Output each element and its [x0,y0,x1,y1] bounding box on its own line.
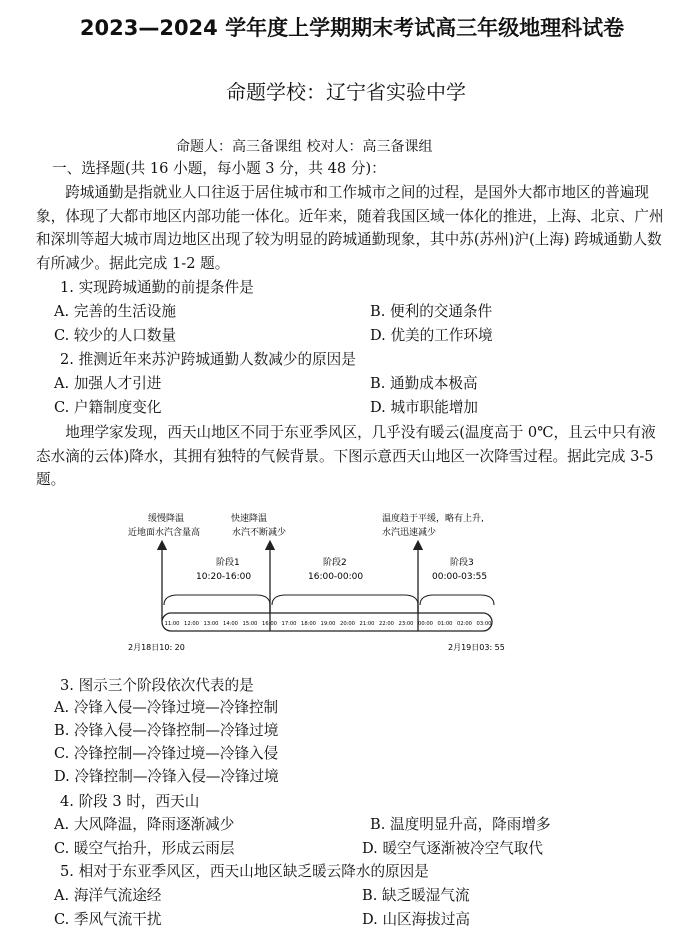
question-2-option-a[interactable]: A. 加强人才引进 [54,375,162,392]
timeline-end-label: 2月19日03: 55 [448,643,505,652]
stage2-time: 16:00-00:00 [308,572,364,582]
question-3-option-d[interactable]: D. 冷锋控制—冷锋入侵—冷锋过境 [54,768,279,785]
stage3-note-line1: 温度趋于平缓，略有上升, [382,514,484,524]
school-line: 命题学校：辽宁省实验中学 [226,80,466,104]
section-heading: 一、选择题(共 16 小题，每小题 3 分，共 48 分)： [52,160,386,177]
question-1-stem: 1. 实现跨城通勤的前提条件是 [60,279,254,296]
timeline-tick-label: 22:00 [379,621,394,627]
timeline-tick-label: 13:00 [203,621,219,627]
question-5-stem: 5. 相对于东亚季风区，西天山地区缺乏暖云降水的原因是 [60,863,429,880]
passage-tianshan: 地理学家发现，西天山地区不同于东亚季风区，几乎没有暖云(温度高于 0℃，且云中只有液态水滴的云体)降水，其拥有独特的气候背景。下图示意西天山地区一次降雪过程。据此完成 3-5 题。 [36,424,656,488]
question-2-option-d[interactable]: D. 城市职能增加 [370,399,479,416]
question-1-option-b[interactable]: B. 便利的交通条件 [370,303,493,320]
question-5-option-c[interactable]: C. 季风气流干扰 [54,911,162,928]
question-1-option-d[interactable]: D. 优美的工作环境 [370,327,493,344]
question-4-stem: 4. 阶段 3 时，西天山 [60,793,200,810]
question-3-option-c[interactable]: C. 冷锋控制—冷锋过境—冷锋入侵 [54,745,279,762]
stage1-note-line1: 缓慢降温 [148,514,185,524]
question-2-stem: 2. 推测近年来苏沪跨城通勤人数减少的原因是 [60,351,356,368]
question-3-option-b[interactable]: B. 冷锋入侵—冷锋控制—冷锋过境 [54,722,279,739]
question-5-option-d[interactable]: D. 山区海拔过高 [362,911,471,928]
question-1-option-a[interactable]: A. 完善的生活设施 [54,303,176,320]
question-4-option-d[interactable]: D. 暖空气逐渐被冷空气取代 [362,840,543,857]
timeline-ticks [165,621,492,627]
question-4-option-c[interactable]: C. 暖空气抬升，形成云雨层 [54,840,235,857]
timeline-tick-label: 03:00 [476,621,492,627]
snowfall-stage-diagram [128,505,518,655]
timeline-tick-label: 15:00 [242,621,258,627]
question-5-option-a[interactable]: A. 海洋气流途经 [54,887,162,904]
timeline-tick-label: 18:00 [301,621,316,627]
stage2-name: 阶段2 [323,558,347,568]
stage3-time: 00:00-03:55 [432,572,488,582]
question-4-option-a[interactable]: A. 大风降温，降雨逐渐减少 [54,816,235,833]
timeline-tick-label: 11:00 [164,621,180,627]
stage1-note-line2: 近地面水汽含量高 [128,528,201,538]
exam-title: 2023—2024 学年度上学期期末考试高三年级地理科试卷 [79,16,625,40]
stage3-bracket [420,595,494,605]
timeline-tick-label: 12:00 [184,621,199,627]
timeline-tick-label: 00:00 [418,621,433,627]
question-2-option-b[interactable]: B. 通勤成本极高 [370,375,478,392]
timeline-tick-label: 01:00 [437,621,453,627]
question-3-stem: 3. 图示三个阶段依次代表的是 [60,677,254,694]
stage1-time: 10:20-16:00 [196,572,252,582]
timeline-tick-label: 14:00 [223,621,238,627]
stage3-name: 阶段3 [450,558,474,568]
question-3-option-a[interactable]: A. 冷锋入侵—冷锋过境—冷锋控制 [54,699,279,716]
question-4-option-b[interactable]: B. 温度明显升高，降雨增多 [370,816,551,833]
timeline-tick-label: 21:00 [359,621,375,627]
question-5-option-b[interactable]: B. 缺乏暖湿气流 [362,887,470,904]
timeline-tick-label: 20:00 [340,621,355,627]
timeline-tick-label: 17:00 [281,621,297,627]
timeline-tick-label: 23:00 [398,621,414,627]
stage3-note-line2: 水汽迅速减少 [382,528,437,538]
timeline-tick-label: 16:00 [262,621,277,627]
stage2-note-line1: 快速降温 [231,514,268,524]
stage2-bracket [272,595,418,605]
authors-line: 命题人：高三备课组 校对人：高三备课组 [176,139,433,155]
stage1-bracket [164,595,270,605]
timeline-start-label: 2月18日10: 20 [128,643,185,652]
passage-commute: 跨城通勤是指就业人口往返于居住城市和工作城市之间的过程，是国外大都市地区的普遍现象，体现了大都市地区内部功能一体化。近年来，随着我国区域一体化的推进，上海、北京、广州和深圳等超大城市周边地区出现了较为明显的跨城通勤现象，其中苏(苏州)沪(上海) 跨城通勤人数有所减少。据此完成 1-2 题。 [36,184,664,272]
timeline-tick-label: 19:00 [320,621,336,627]
question-1-option-c[interactable]: C. 较少的人口数量 [54,327,177,344]
stage1-name: 阶段1 [216,558,240,568]
stage2-note-line2: 水汽不断减少 [232,528,287,538]
timeline-tick-label: 02:00 [457,621,472,627]
question-2-option-c[interactable]: C. 户籍制度变化 [54,399,162,416]
